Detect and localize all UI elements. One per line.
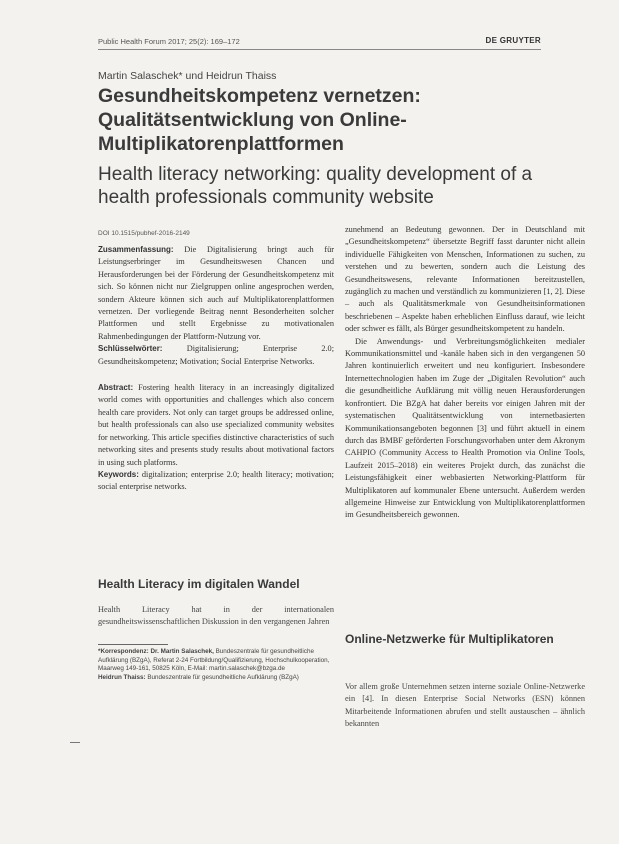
abstract [98, 382, 334, 469]
doi: DOI 10.1515/pubhef-2016-2149 [98, 230, 190, 237]
footnote-corresponding-label: *Korrespondenz: Dr. Martin Salaschek, [98, 648, 214, 655]
zusammenfassung-text: Die Digitalisierung bringt auch für Leistungserbringer im Gesundheitswesen Chancen und Herausforderungen bei der Förderung der Gesundheitskompetenz mit sich. So können nicht nur Zielgruppen online angesprochen werden, sondern Akteure können sich auch auf Multiplikatorenplattformen vernetzen. Der vorliegende Beitrag nennt Besonderheiten solcher Plattformen und stellt Ergebnisse zu motivationalen Rahmenbedingungen der Plattform-Nutzung vor. [98, 245, 334, 341]
header-divider [98, 49, 541, 50]
journal-citation: Public Health Forum 2017; 25(2): 169–172 [98, 37, 240, 46]
schluesselwoerter-label: Schlüsselwörter: [98, 344, 163, 354]
title-english: Health literacy networking: quality development of a health professionals community website [98, 164, 533, 208]
schluesselwoerter [98, 343, 334, 368]
left-column-abstracts [98, 244, 334, 494]
footnote-coauthor-text: Bundeszentrale für gesundheitliche Aufklärung (BZgA) [147, 674, 299, 682]
footnote-coauthor-label: Heidrun Thaiss: [98, 674, 146, 682]
section-heading-online-netzwerke: Online-Netzwerke für Multiplikatoren [345, 632, 554, 646]
body-paragraph-2: Die Anwendungs- und Verbreitungsmöglichkeiten medialer Kommunikationsmittel und -kanäle haben sich in den vergangenen 50 Jahren kontinuierlich erweitert und neu konfiguriert. Insbesondere Internettechnologien haben im Zuge der „Digitalen Revolution“ auch die gesundheitliche Aufklärung mit völlig neuen Herausforderungen konfrontiert. Die BZgA hat daher bereits vor einigen Jahren mit der systematischen Qualitätsentwicklung von internetbasierten Kommunikationsangeboten begonnen [3] und führt aktuell in einem durch das BMBF geförderten Forschungsvorhaben unter dem Akronym CAHPIO (Community Access to Health Promotion via Online Tools, Laufzeit 2015–2018) ein weiteres Projekt durch, das zunächst die Leistungsfähigkeit einer webbasierten Networking-Plattform für Multiplikatoren auf kommunaler Ebene untersucht. Außerdem werden allgemeine Hinweise zur Entwicklung von Multiplikatorenplattformen im Gesundheitsbereich gewonnen. [345, 336, 585, 520]
body-paragraph-1: zunehmend an Bedeutung gewonnen. Der in Deutschland mit „Gesundheitskompetenz“ übersetzte Begriff fasst darunter nicht allein individuelle Fähigkeiten von Menschen, Informationen zu suchen, zu verstehen und zu bewerten, sondern auch die Leistung des Gesundheitswesens, relevante Informationen bereitzustellen, zugänglich zu machen und verständlich zu kommunizieren [1, 2]. Diese – auch als Qualitätsmerkmale von Gesundheitsinformationen beschriebenen – Aspekte haben erheblichen Einfluss darauf, wie leicht oder schwer es fällt, als Bürger gesundheitskompetent zu handeln. [345, 225, 585, 334]
section-heading-health-literacy: Health Literacy im digitalen Wandel [98, 577, 300, 591]
abstract-label: Abstract: [98, 383, 134, 393]
abstract-text: Fostering health literacy in an increasingly digitalized world comes with opportunities and challenges which also concern health care providers. Not only can target groups be addressed online, but health professionals can also use specialized community websites for networking. This article specifies distinctive characteristics of such networking sites and presents study results about motivational factors in using such platforms. [98, 383, 334, 467]
title-german: Gesundheitskompetenz vernetzen: Qualitätsentwicklung von Online-Multiplikatorenplattformen [98, 85, 421, 155]
margin-mark [70, 742, 80, 743]
section2-text: Vor allem große Unternehmen setzen interne soziale Online-Netzwerke ein [4]. In diesen Enterprise Social Networks (ESN) können Mitarbeitende Informationen abrufen und stellt austauschen – ähnlich bekannten [345, 682, 585, 729]
publisher-logo: DE GRUYTER [485, 36, 541, 45]
right-column-body [345, 224, 585, 522]
correspondence-footnote [98, 648, 334, 683]
keywords [98, 469, 334, 494]
keywords-label: Keywords: [98, 469, 139, 479]
schluesselwoerter-text: Digitalisierung; Enterprise 2.0; Gesundheitskompetenz; Motivation; Social Enterprise Networks. [98, 344, 335, 366]
zusammenfassung-label: Zusammenfassung: [98, 245, 174, 254]
section1-text: Health Literacy hat in der internationalen gesundheitswissenschaftlichen Diskussion in den vergangenen Jahren [98, 605, 334, 627]
footnote-corresponding-text: Bundeszentrale für gesundheitliche Aufklärung (BZgA), Referat 2-24 Fortbildung/Qualifizierung, Hochschulkooperation, Maarweg 149-161, 50825 Köln, E-Mail: martin.salaschek@bzga.de [98, 648, 330, 673]
zusammenfassung [98, 244, 334, 343]
keywords-text: digitalization; enterprise 2.0; health literacy; motivation; social enterprise networks. [98, 469, 334, 492]
author-line: Martin Salaschek* und Heidrun Thaiss [98, 70, 277, 82]
footnote-divider [98, 644, 168, 645]
